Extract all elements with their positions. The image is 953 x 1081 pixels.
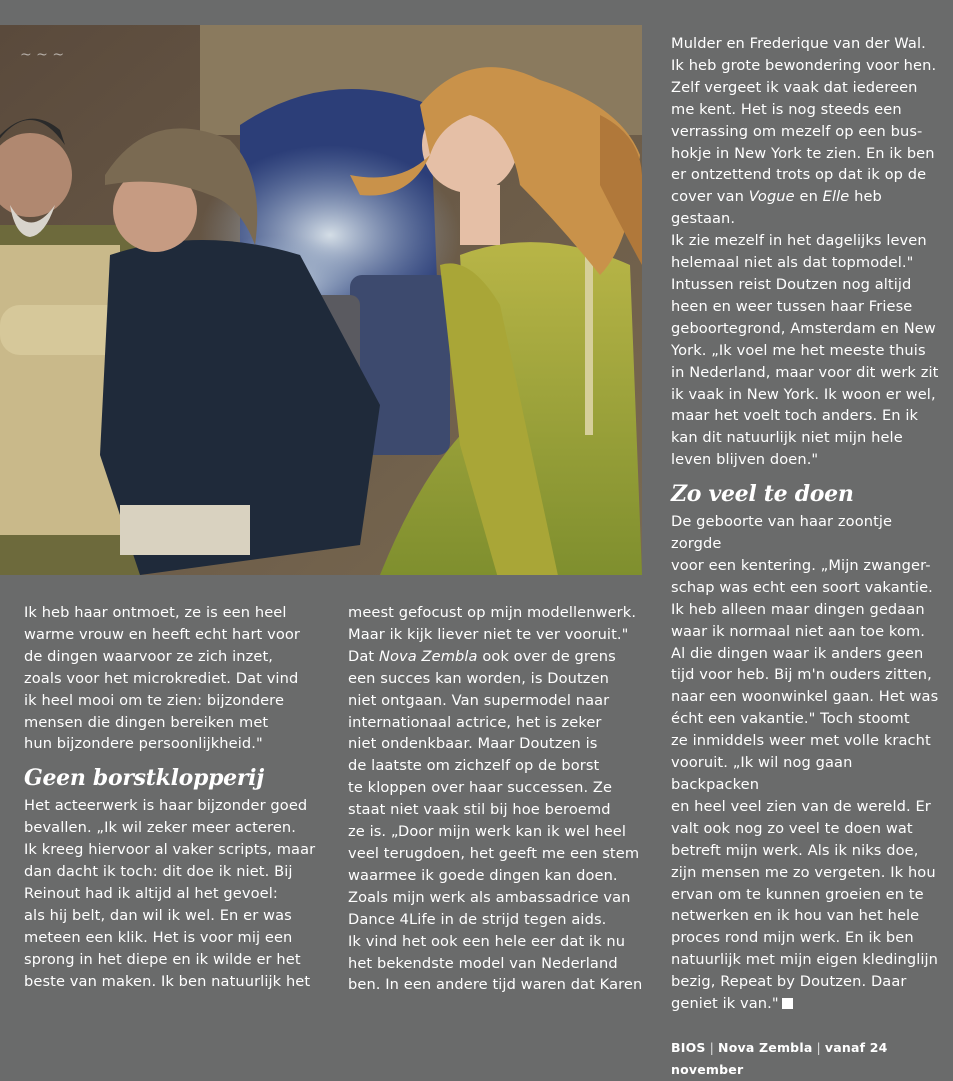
line: hun bijzondere persoonlijkheid." — [24, 735, 263, 753]
line-nova-zembla — [348, 648, 616, 665]
text: ook over de grens — [477, 647, 616, 665]
line: meest gefocust op mijn modellenwerk. — [348, 604, 637, 621]
paragraph — [24, 602, 324, 755]
bios-date: vanaf 24 november — [671, 1039, 888, 1077]
line: Maar ik kijk liever niet te ver vooruit." — [348, 625, 629, 643]
line: waarmee ik goede dingen kan doen. — [348, 866, 618, 884]
line: ervan om te kunnen groeien en te — [671, 885, 924, 903]
line: beste van maken. Ik ben natuurlijk het — [24, 972, 311, 990]
line: leven blijven doen." — [671, 451, 819, 469]
line: netwerken en ik hou van het hele — [671, 907, 920, 925]
section-heading: Geen borstklopperij — [24, 765, 264, 792]
film-still-illustration — [0, 25, 642, 575]
magazine-logo-watermark: ~ ~ ~ — [20, 47, 65, 63]
end-of-article-square-icon — [782, 998, 793, 1009]
line: mensen die dingen bereiken met — [24, 713, 269, 731]
line: bezig, Repeat by Doutzen. Daar — [671, 973, 907, 991]
line: Zelf vergeet ik vaak dat iedereen — [671, 78, 918, 96]
line: in Nederland, maar voor dit werk zit — [671, 363, 939, 381]
line: niet ondenkbaar. Maar Doutzen is — [348, 735, 598, 753]
line: waar ik normaal niet aan toe kom. — [671, 622, 926, 640]
line: me kent. Het is nog steeds een — [671, 100, 902, 118]
line: het bekendste model van Nederland — [348, 954, 618, 972]
line: hokje in New York te zien. En ik ben — [671, 144, 935, 162]
separator: | — [709, 1039, 715, 1055]
line: Ik vind het ook een hele eer dat ik nu — [348, 932, 626, 950]
left-column — [24, 602, 324, 993]
line: Mulder en Frederique van der Wal. — [671, 35, 926, 52]
bios-label: BIOS — [671, 1039, 706, 1055]
separator: | — [816, 1039, 821, 1055]
line: verrassing om mezelf op een bus- — [671, 122, 923, 140]
line: vooruit. „Ik wil nog gaan backpacken — [671, 754, 853, 793]
text: heb gestaan. — [671, 188, 882, 228]
line-cover — [671, 188, 882, 227]
line: geniet ik van." — [671, 995, 779, 1013]
line: een succes kan worden, is Doutzen — [348, 669, 609, 687]
line: valt ook nog zo veel te doen wat — [671, 819, 913, 837]
line: bevallen. „Ik wil zeker meer acteren. — [24, 819, 296, 837]
line: er ontzettend trots op dat ik op de — [671, 166, 927, 184]
line: de laatste om zichzelf op de borst — [348, 757, 600, 775]
line: ik vaak in New York. Ik woon er wel, — [671, 385, 936, 403]
line: proces rond mijn werk. En ik ben — [671, 929, 914, 947]
line: De geboorte van haar zoontje zorgde — [671, 513, 893, 553]
bios-footer — [671, 1037, 941, 1081]
line: Intussen reist Doutzen nog altijd — [671, 275, 912, 293]
line: ze is. „Door mijn werk kan ik wel heel — [348, 823, 627, 841]
line: en heel veel zien van de wereld. Er — [671, 797, 931, 815]
line: Reinout had ik altijd al het gevoel: — [24, 884, 278, 902]
line: tijd voor heb. Bij m'n ouders zitten, — [671, 666, 932, 684]
line: staat niet vaak stil bij hoe beroemd — [348, 801, 611, 819]
line: heen en weer tussen haar Friese — [671, 297, 913, 315]
line: de dingen waarvoor ze zich inzet, — [24, 647, 274, 665]
line: als hij belt, dan wil ik wel. En er was — [24, 906, 292, 924]
line: dan dacht ik toch: dit doe ik niet. Bij — [24, 863, 293, 881]
line: maar het voelt toch anders. En ik — [671, 407, 919, 425]
line: Ik heb grote bewondering voor hen. — [671, 56, 937, 74]
line: Ik kreeg hiervoor al vaker scripts, maar — [24, 841, 316, 859]
paragraph — [24, 795, 324, 992]
line: helemaal niet als dat topmodel." — [671, 254, 914, 272]
line: natuurlijk met mijn eigen kledinglijn — [671, 951, 939, 969]
line: kan dit natuurlijk niet mijn hele — [671, 429, 903, 447]
line: écht een vakantie." Toch stoomt — [671, 710, 910, 728]
line: York. „Ik voel me het meeste thuis — [671, 341, 926, 359]
line: ben. In een andere tijd waren dat Karen — [348, 976, 643, 994]
magazine-title: Vogue — [748, 188, 795, 206]
line: Al die dingen waar ik anders geen — [671, 644, 924, 662]
line: Het acteerwerk is haar bijzonder goed — [24, 797, 308, 815]
magazine-title: Elle — [822, 188, 850, 206]
line: warme vrouw en heeft echt hart voor — [24, 625, 300, 643]
line: Ik zie mezelf in het dagelijks leven — [671, 232, 927, 250]
line: zijn mensen me zo vergeten. Ik hou — [671, 863, 936, 881]
line: Ik heb haar ontmoet, ze is een heel — [24, 604, 287, 621]
section-heading: Zo veel te doen — [671, 481, 854, 508]
line: naar een woonwinkel gaan. Het was — [671, 688, 939, 706]
line: ze inmiddels weer met volle kracht — [671, 732, 931, 750]
line: Ik heb alleen maar dingen gedaan — [671, 600, 925, 618]
film-title: Nova Zembla — [378, 647, 478, 665]
line: betreft mijn werk. Als ik niks doe, — [671, 841, 919, 859]
line: Zoals mijn werk als ambassadrice van — [348, 888, 631, 906]
line: meteen een klik. Het is voor mij een — [24, 928, 293, 946]
line: schap was echt een soort vakantie. — [671, 578, 933, 596]
text: cover van — [671, 188, 749, 206]
paragraph — [671, 33, 941, 471]
text: Dat — [348, 647, 379, 665]
line: voor een kentering. „Mijn zwanger- — [671, 556, 931, 574]
line: te kloppen over haar successen. Ze — [348, 779, 613, 797]
line: veel terugdoen, het geeft me een stem — [348, 844, 640, 862]
middle-column — [348, 602, 648, 996]
line: Dance 4Life in de strijd tegen aids. — [348, 910, 607, 928]
line: internationaal actrice, het is zeker — [348, 713, 602, 731]
right-column — [671, 33, 941, 1081]
article-photo — [0, 25, 642, 575]
bios-film: Nova Zembla — [718, 1039, 813, 1055]
line: ik heel mooi om te zien: bijzondere — [24, 691, 285, 709]
line: geboortegrond, Amsterdam en New — [671, 319, 936, 337]
line: zoals voor het microkrediet. Dat vind — [24, 669, 299, 687]
line: sprong in het diepe en ik wilde er het — [24, 950, 301, 968]
paragraph — [348, 602, 648, 996]
paragraph — [671, 511, 941, 1015]
line: niet ontgaan. Van supermodel naar — [348, 691, 610, 709]
text: en — [794, 188, 823, 206]
